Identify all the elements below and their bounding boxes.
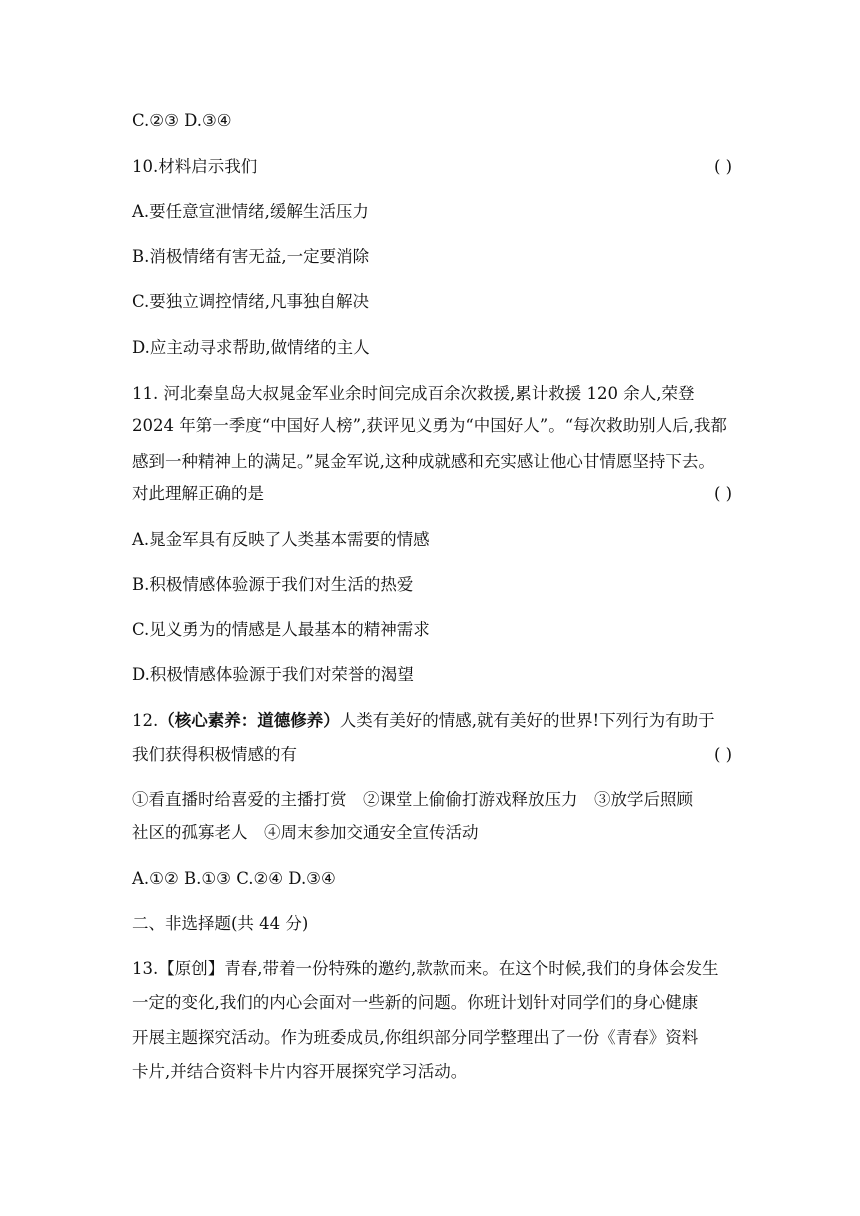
q11-stem-line3: 感到一种精神上的满足。”晁金军说,这种成就感和充实感让他心甘情愿坚持下去。 — [132, 452, 715, 471]
q11-stem-line4: 对此理解正确的是 — [132, 484, 264, 503]
q10-option-c: C.要独立调控情绪,凡事独自解决 — [132, 292, 370, 311]
q10-stem: 10.材料启示我们 — [132, 157, 258, 176]
section-heading-non-choice: 二、非选择题(共 44 分) — [132, 914, 309, 933]
q13-stem-line3: 开展主题探究活动。作为班委成员,你组织部分同学整理出了一份《青春》资料 — [132, 1028, 699, 1047]
q12-stem-text: 人类有美好的情感,就有美好的世界!下列行为有助于 — [339, 711, 715, 730]
q12-stem-line1 — [132, 711, 715, 731]
q11-stem-line2: 2024 年第一季度“中国好人榜”,获评见义勇为“中国好人”。“每次救助别人后,我都 — [132, 416, 727, 435]
q10-answer-bracket: ( ) — [714, 157, 733, 176]
q9-options-cd: C.②③ D.③④ — [132, 111, 232, 130]
q10-option-b: B.消极情绪有害无益,一定要消除 — [132, 247, 370, 266]
q11-option-c: C.见义勇为的情感是人最基本的精神需求 — [132, 620, 430, 639]
q11-stem-line1: 11. 河北秦皇岛大叔晁金军业余时间完成百余次救援,累计救援 120 余人,荣登 — [132, 384, 695, 403]
q11-option-b: B.积极情感体验源于我们对生活的热爱 — [132, 575, 414, 594]
q12-answer-bracket: ( ) — [714, 745, 733, 764]
q11-option-a: A.晁金军具有反映了人类基本需要的情感 — [132, 530, 430, 549]
q11-answer-bracket: ( ) — [714, 484, 733, 503]
q12-core-literacy-tag: （核心素养：道德修养） — [158, 711, 340, 730]
q12-items-line2: 社区的孤寡老人 ④周末参加交通安全宣传活动 — [132, 823, 479, 842]
q12-items-line1: ①看直播时给喜爱的主播打赏 ②课堂上偷偷打游戏释放压力 ③放学后照顾 — [132, 790, 693, 809]
q10-option-a: A.要任意宣泄情绪,缓解生活压力 — [132, 202, 369, 221]
q12-stem-line2: 我们获得积极情感的有 — [132, 745, 297, 764]
q13-stem-line1: 13.【原创】青春,带着一份特殊的邀约,款款而来。在这个时候,我们的身体会发生 — [132, 959, 719, 978]
q13-stem-line2: 一定的变化,我们的内心会面对一些新的问题。你班计划针对同学们的身心健康 — [132, 993, 699, 1012]
q12-options: A.①② B.①③ C.②④ D.③④ — [132, 869, 336, 888]
q13-stem-line4: 卡片,并结合资料卡片内容开展探究学习活动。 — [132, 1062, 468, 1081]
q12-number: 12. — [132, 711, 159, 730]
q10-option-d: D.应主动寻求帮助,做情绪的主人 — [132, 338, 370, 357]
q11-option-d: D.积极情感体验源于我们对荣誉的渴望 — [132, 665, 414, 684]
